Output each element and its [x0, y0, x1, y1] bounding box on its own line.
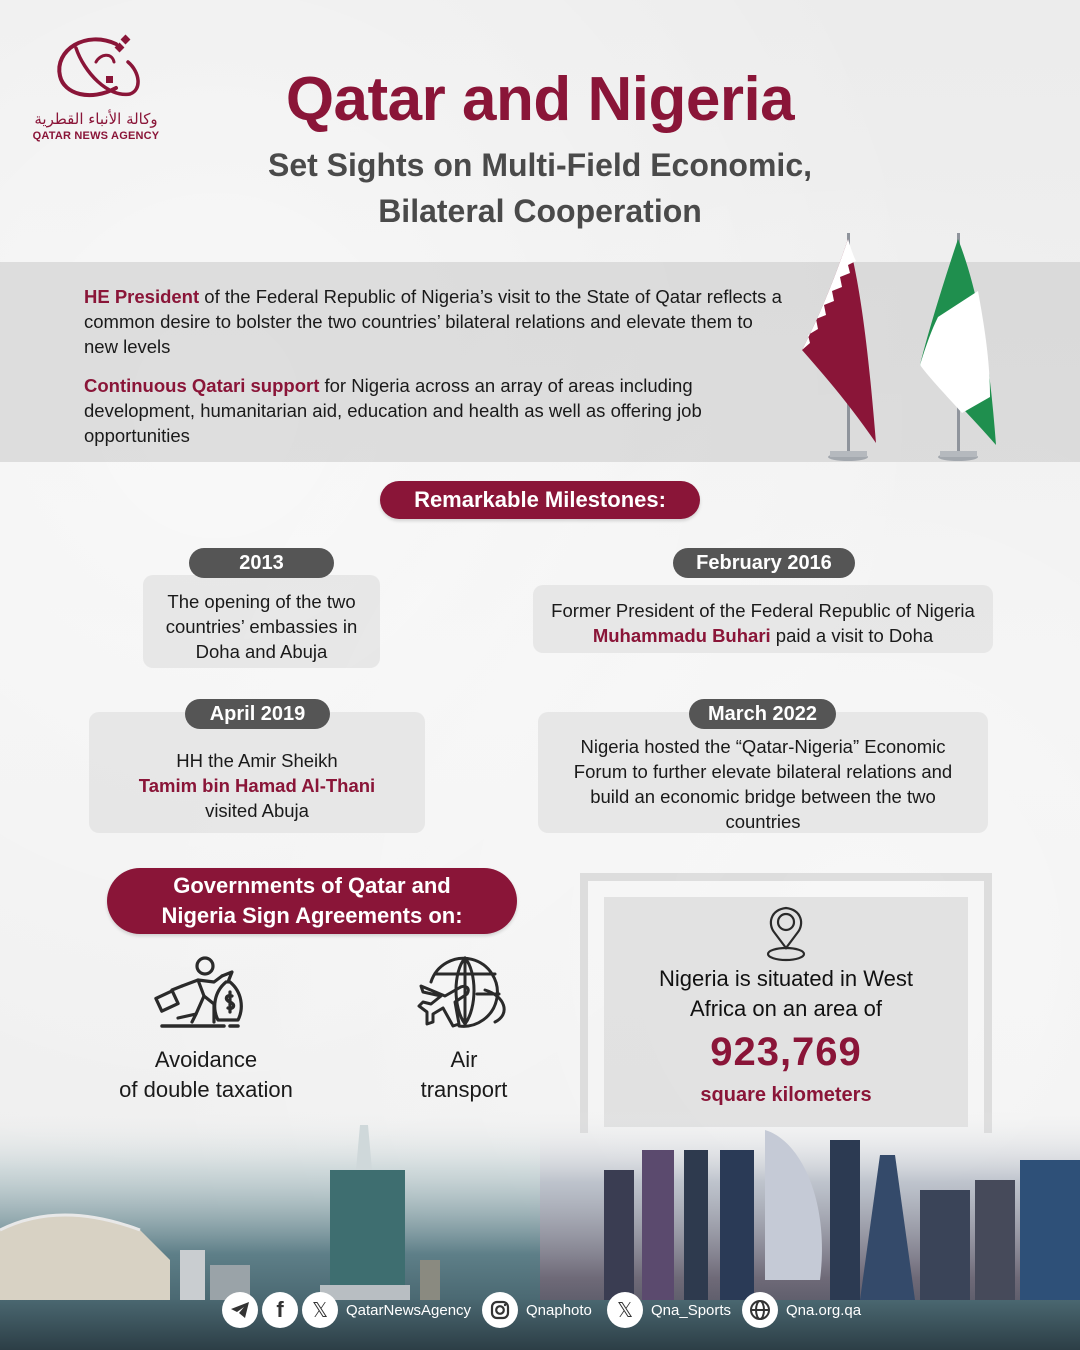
- agreements-heading-line-1: Governments of Qatar and: [173, 873, 451, 898]
- agreements-heading-line-2: Nigeria Sign Agreements on:: [161, 903, 463, 928]
- milestone-text-line: HH the Amir Sheikh: [176, 750, 338, 771]
- area-text-line-1: Nigeria is situated in West: [659, 966, 913, 991]
- subtitle-line-1: Set Sights on Multi-Field Economic,: [267, 147, 812, 183]
- logo-arabic-text: وكالة الأنباء القطرية: [34, 110, 158, 128]
- milestone-text: Former President of the Federal Republic of Nigeria Muhammadu Buhari paid a visit to Doha: [551, 600, 975, 646]
- milestone-card-mar-2022: [538, 712, 988, 833]
- logo-english-text: QATAR NEWS AGENCY: [32, 130, 160, 142]
- agreement-line-1: Avoidance: [154, 1047, 258, 1072]
- milestone-card-2013: [143, 575, 380, 668]
- tax-money-bag-icon: [152, 952, 246, 1034]
- social-handle-main[interactable]: QatarNewsAgency: [346, 1301, 472, 1319]
- milestone-date-2013: 2013: [189, 548, 334, 578]
- milestones-heading: Remarkable Milestones:: [380, 481, 700, 519]
- subtitle-line-2: Bilateral Cooperation: [378, 193, 702, 229]
- intro-highlight-1: HE President: [84, 286, 200, 307]
- agreement-item-air-transport: [390, 1045, 538, 1105]
- intro-paragraph-2: [84, 373, 784, 448]
- milestone-date-mar-2022: March 2022: [689, 699, 836, 729]
- area-unit: square kilometers: [700, 1084, 872, 1106]
- intro-text-1: of the Federal Republic of Nigeria’s visit to the State of Qatar reflects a common desire to bolster the two countries’ bilateral relations and elevate them to new levels: [84, 286, 782, 357]
- area-description: [604, 964, 968, 1024]
- intro-text: [84, 284, 784, 462]
- social-instagram[interactable]: [482, 1292, 592, 1328]
- area-value: 923,769: [710, 1030, 862, 1074]
- facebook-icon[interactable]: f: [262, 1292, 298, 1328]
- flags-illustration: [790, 225, 1020, 465]
- website-link[interactable]: Qna.org.qa: [786, 1301, 862, 1319]
- social-x-sports[interactable]: [607, 1292, 731, 1328]
- x-icon[interactable]: 𝕏: [302, 1292, 338, 1328]
- airplane-globe-icon: [415, 952, 511, 1034]
- agreement-line-1: Air: [450, 1047, 478, 1072]
- milestone-card-feb-2016: [533, 585, 993, 653]
- x-sports-handle[interactable]: Qna_Sports: [651, 1301, 732, 1319]
- intro-paragraph-1: [84, 284, 784, 359]
- milestone-date-apr-2019: April 2019: [185, 699, 330, 729]
- location-pin-icon: [764, 904, 808, 964]
- qatar-flag-icon: [802, 233, 876, 461]
- agreement-item-double-taxation: [95, 1045, 317, 1105]
- milestone-text: Nigeria hosted the “Qatar-Nigeria” Economic Forum to further elevate bilateral relations and build an economic bridge between the two countries: [573, 736, 953, 832]
- social-website[interactable]: [742, 1292, 861, 1328]
- page-subtitle: [0, 142, 1080, 234]
- milestone-card-apr-2019: [89, 712, 425, 833]
- globe-icon[interactable]: [742, 1292, 778, 1328]
- agreement-line-2: transport: [420, 1077, 508, 1102]
- intro-highlight-2: Continuous Qatari support: [84, 375, 320, 396]
- telegram-icon[interactable]: [222, 1292, 258, 1328]
- page-title: Qatar and Nigeria: [285, 65, 795, 134]
- nigeria-flag-icon: [920, 233, 996, 461]
- instagram-handle[interactable]: Qnaphoto: [526, 1301, 592, 1319]
- milestone-highlight: Muhammadu Buhari: [592, 625, 771, 646]
- milestone-text-line: visited Abuja: [205, 800, 309, 821]
- area-text-line-2: Africa on an area of: [689, 996, 882, 1021]
- agreements-heading: [107, 868, 517, 934]
- milestone-text: The opening of the two countries’ embassies in Doha and Abuja: [165, 591, 358, 662]
- milestone-date-feb-2016: February 2016: [673, 548, 855, 578]
- milestone-highlight: Tamim bin Hamad Al-Thani: [138, 775, 376, 796]
- intro-text-2: for Nigeria across an array of areas including development, humanitarian aid, education and health as well as offering job opportunities: [84, 375, 702, 446]
- social-main[interactable]: [222, 1292, 471, 1328]
- instagram-icon[interactable]: [482, 1292, 518, 1328]
- x-icon[interactable]: 𝕏: [607, 1292, 643, 1328]
- agreement-line-2: of double taxation: [119, 1077, 293, 1102]
